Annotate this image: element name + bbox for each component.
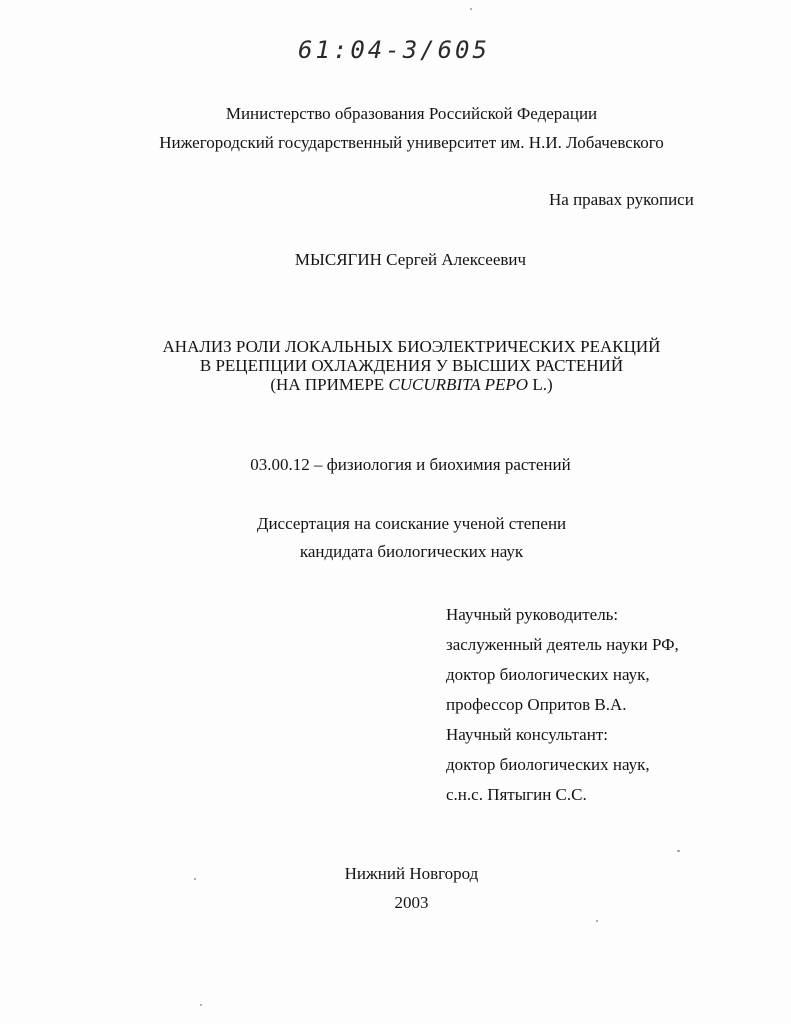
title-line-2: В РЕЦЕПЦИИ ОХЛАЖДЕНИЯ У ВЫСШИХ РАСТЕНИЙ (199, 356, 624, 375)
scan-speck (677, 850, 680, 852)
title-line-3 (0, 375, 791, 394)
supervisor-line: Научный руководитель: (446, 605, 619, 624)
supervisors-block (446, 600, 679, 810)
consultant-line: с.н.с. Пятыгин С.С. (446, 785, 587, 804)
manuscript-rights-label: На правах рукописи (549, 190, 694, 209)
scan-speck (200, 1004, 202, 1006)
title-line-3-suffix: L.) (528, 375, 553, 394)
author-name: МЫСЯГИН Сергей Алексеевич (294, 250, 527, 269)
supervisor-line: заслуженный деятель науки РФ, (446, 635, 679, 654)
scan-speck (470, 8, 472, 10)
publication-year: 2003 (394, 893, 429, 912)
title-line-1: АНАЛИЗ РОЛИ ЛОКАЛЬНЫХ БИОЭЛЕКТРИЧЕСКИХ РЕАКЦИЙ (162, 337, 661, 356)
species-name: CUCURBITA PEPO (388, 375, 529, 394)
university-name: Нижегородский государственный университет им. Н.И. Лобачевского (159, 133, 664, 152)
title-line-3-prefix: (НА ПРИМЕРЕ (270, 375, 389, 394)
supervisor-line: профессор Опритов В.А. (446, 695, 627, 714)
consultant-line: доктор биологических наук, (446, 755, 650, 774)
scan-speck (596, 920, 598, 922)
scan-speck (194, 878, 196, 880)
dissertation-title (0, 337, 791, 394)
dissertation-degree-line-1: Диссертация на соискание ученой степени (256, 514, 567, 533)
consultant-line: Научный консультант: (446, 725, 608, 744)
dissertation-degree-line-2: кандидата биологических наук (299, 542, 524, 561)
supervisor-line: доктор биологических наук, (446, 665, 650, 684)
specialty-code: 03.00.12 – физиология и биохимия растений (250, 455, 571, 474)
catalog-number: 61:04-3/605 (298, 36, 490, 64)
city-name: Нижний Новгород (344, 864, 479, 883)
ministry-name: Министерство образования Российской Федерации (225, 104, 598, 123)
